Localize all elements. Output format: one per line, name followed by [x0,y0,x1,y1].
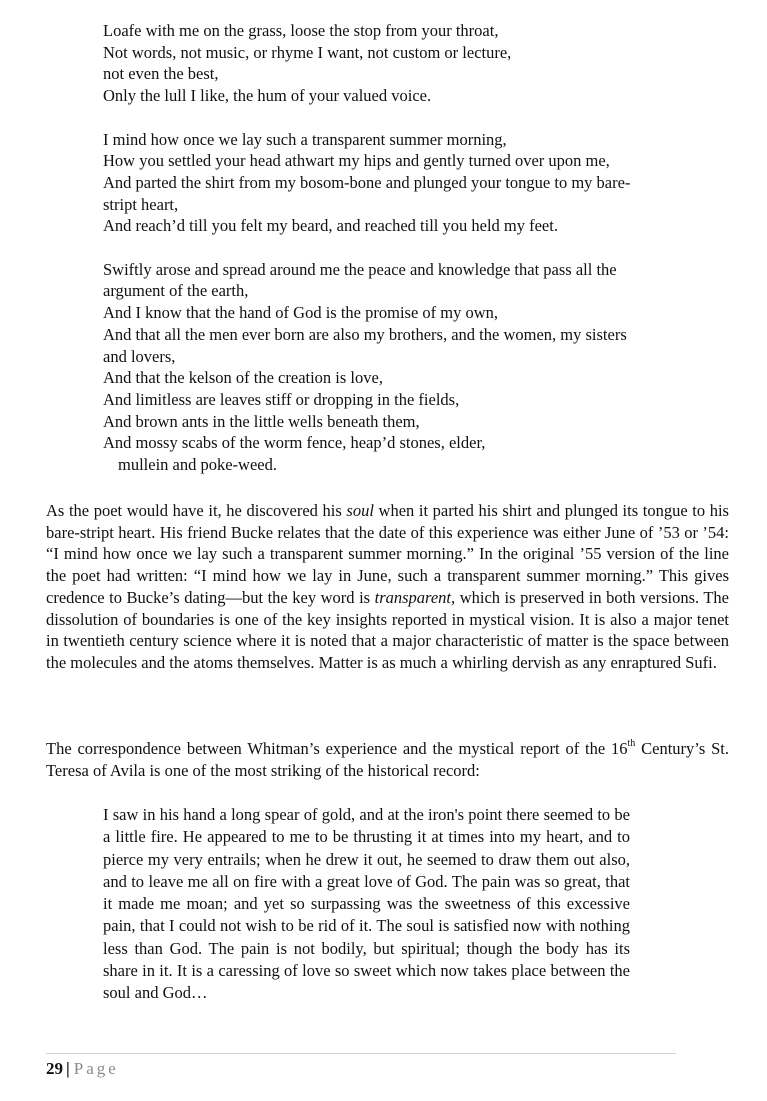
poem-line: not even the best, [103,64,219,84]
poem-line: And mossy scabs of the worm fence, heap’d stones, elder, [103,433,486,453]
poem-line: And parted the shirt from my bosom-bone and plunged your tongue to my bare- [103,172,631,192]
footer-divider [46,1053,676,1054]
paragraph-st-teresa-intro [46,738,729,781]
poem-line: argument of the earth, [103,281,249,301]
poem-line: And I know that the hand of God is the promise of my own, [103,303,499,323]
poem-line: How you settled your head athwart my hips and gently turned over upon me, [103,151,610,171]
footer-separator: | [66,1059,70,1078]
poem-line: mullein and poke-weed. [118,455,277,475]
page-footer [46,1058,119,1080]
poem-stanza [103,20,723,107]
paragraph-text: As the poet would have it, he discovered his [46,501,347,520]
poem-line: Loafe with me on the grass, loose the stop from your throat, [103,21,499,40]
poem-line: Not words, not music, or rhyme I want, not custom or lecture, [103,42,512,62]
page-number: 29 [46,1059,63,1078]
poem-line: And that the kelson of the creation is love, [103,368,383,388]
paragraph-soul-discovery [46,500,729,674]
poem-stanza [103,259,723,476]
poem-line: stript heart, [103,194,179,214]
poem-line: And that all the men ever born are also my brothers, and the women, my sisters [103,324,627,344]
poem-line: And reach’d till you felt my beard, and reached till you held my feet. [103,216,558,236]
poem-line: And brown ants in the little wells beneath them, [103,411,420,431]
poem-line: Swiftly arose and spread around me the peace and knowledge that pass all the [103,259,617,279]
poem-line: I mind how once we lay such a transparent summer morning, [103,129,507,149]
poem-line: and lovers, [103,346,176,366]
emphasis-transparent: transparent, [374,587,456,607]
paragraph-text: when it parted his shirt and plunged its tongue to his bare-stript heart. His friend Bucke relates that the date of this experience was either June of ’53 or ’54: “I mind how once we lay such a transparent summer morning.” In the original ’55 version of the line the poet had written: “I mind how we lay in June, such a transparent summer morning.” This gives credence to Bucke’s dating—but the key word is [46,501,729,607]
poem-line: Only the lull I like, the hum of your valued voice. [103,86,432,106]
poem-stanza [103,129,723,238]
page-label: Page [73,1059,119,1078]
ordinal-superscript: th [627,738,636,749]
poem-excerpt [103,20,723,476]
poem-line: And limitless are leaves stiff or dropping in the fields, [103,389,460,409]
block-quote-st-teresa: I saw in his hand a long spear of gold, and at the iron's point there seemed to be a little fire. He appeared to me to be thrusting it at times into my heart, and to pierce my very entrails; when he drew it out, he seemed to draw them out also, and to leave me all on fire with a great love of God. The pain was so great, that it made me moan; and yet so surpassing was the sweetness of this excessive pain, that I could not wish to be rid of it. The soul is satisfied now with nothing less than God. The pain is not bodily, but spiritual; though the body has its share in it. It is a caressing of love so sweet which now takes place between the soul and God… [103,805,630,1003]
paragraph-text: which is preserved in both versions. The dissolution of boundaries is one of the key insights reported in mystical vision. It is also a major tenet in twentieth century science where it is noted that a major characteristic of matter is the space between the molecules and the atoms themselves. Matter is as much a whirling dervish as any enraptured Sufi. [46,587,730,672]
paragraph-text: Century’s St. Teresa of Avila is one of the most striking of the historical record: [46,739,729,780]
emphasis-soul: soul [346,501,374,520]
paragraph-text: The correspondence between Whitman’s experience and the mystical report of the 16 [46,739,628,758]
